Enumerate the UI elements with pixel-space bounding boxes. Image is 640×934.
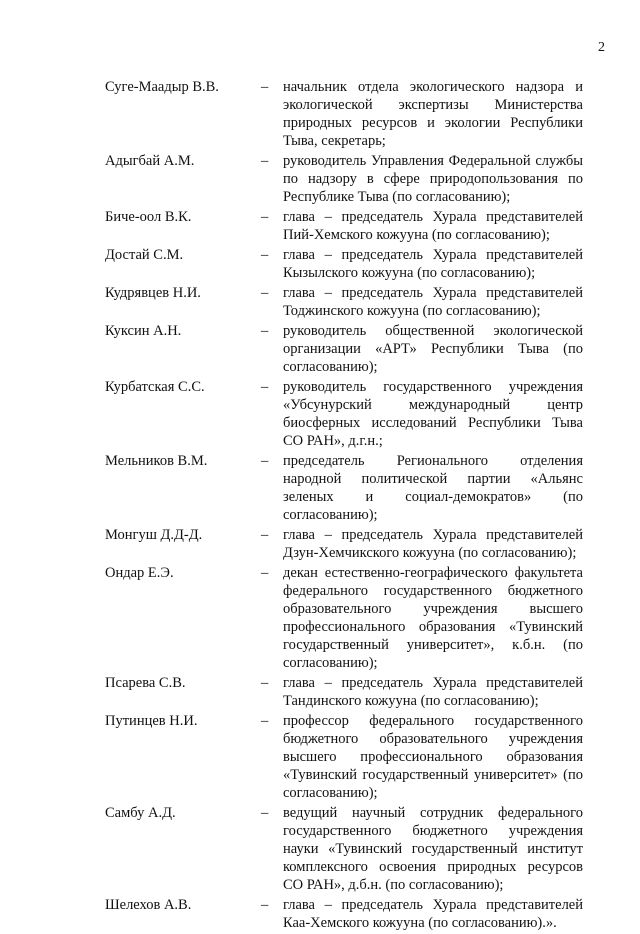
member-dash: – — [261, 323, 269, 339]
member-description: глава – председатель Хурала представителей Дзун-Хемчикского кожууна (по согласованию); — [283, 527, 583, 561]
member-row — [0, 674, 640, 710]
member-description: ведущий научный сотрудник федерального государственного бюджетного учреждения науки «Тувинский государственный институт комплексного освоения природных ресурсов СО РАН», д.б.н. (по согласованию); — [283, 805, 583, 893]
member-description: руководитель государственного учреждения «Убсунурский международный центр биосферных исследований Республики Тыва СО РАН», д.г.н.; — [283, 379, 583, 449]
member-dash: – — [261, 379, 269, 395]
member-name: Псарева С.В. — [105, 675, 186, 691]
member-dash: – — [261, 209, 269, 225]
member-name: Куксин А.Н. — [105, 323, 182, 339]
member-row — [0, 712, 640, 802]
member-description: глава – председатель Хурала представителей Каа-Хемского кожууна (по согласованию).». — [283, 897, 583, 931]
member-dash: – — [261, 713, 269, 729]
member-description: глава – председатель Хурала представителей Кызылского кожууна (по согласованию); — [283, 247, 583, 281]
member-description: глава – председатель Хурала представителей Тоджинского кожууна (по согласованию); — [283, 285, 583, 319]
member-name: Биче-оол В.К. — [105, 209, 192, 225]
member-description: председатель Регионального отделения народной политической партии «Альянс зеленых и социал-демократов» (по согласованию); — [283, 453, 583, 523]
member-row — [0, 896, 640, 932]
member-name: Адыгбай А.М. — [105, 153, 195, 169]
member-name: Мельников В.М. — [105, 453, 208, 469]
member-name: Суге-Маадыр В.В. — [105, 79, 219, 95]
member-name: Шелехов А.В. — [105, 897, 192, 913]
member-description: руководитель общественной экологической организации «АРТ» Республики Тыва (по согласованию); — [283, 323, 583, 375]
member-description: начальник отдела экологического надзора и экологической экспертизы Министерства природных ресурсов и экологии Республики Тыва, секретарь; — [283, 79, 583, 149]
member-description: глава – председатель Хурала представителей Пий-Хемского кожууна (по согласованию); — [283, 209, 583, 243]
member-dash: – — [261, 79, 269, 95]
member-row — [0, 78, 640, 150]
member-row — [0, 804, 640, 894]
member-row — [0, 378, 640, 450]
member-row — [0, 564, 640, 672]
members-list — [0, 78, 640, 934]
member-dash: – — [261, 247, 269, 263]
member-name: Путинцев Н.И. — [105, 713, 198, 729]
member-description: глава – председатель Хурала представителей Тандинского кожууна (по согласованию); — [283, 675, 583, 709]
member-dash: – — [261, 453, 269, 469]
member-row — [0, 452, 640, 524]
member-dash: – — [261, 805, 269, 821]
member-description: профессор федерального государственного бюджетного образовательного учреждения высшего профессионального образования «Тувинский государственный университет» (по согласованию); — [283, 713, 583, 801]
member-name: Ондар Е.Э. — [105, 565, 174, 581]
member-name: Монгуш Д.Д-Д. — [105, 527, 203, 543]
member-dash: – — [261, 897, 269, 913]
member-dash: – — [261, 153, 269, 169]
member-name: Кудрявцев Н.И. — [105, 285, 201, 301]
member-row — [0, 208, 640, 244]
member-dash: – — [261, 675, 269, 691]
member-description: декан естественно-географического факультета федерального государственного бюджетного образовательного учреждения высшего профессионального образования «Тувинский государственный университет», к.б.н. (по согласованию); — [283, 565, 583, 671]
member-dash: – — [261, 527, 269, 543]
member-row — [0, 526, 640, 562]
member-dash: – — [261, 285, 269, 301]
member-name: Самбу А.Д. — [105, 805, 176, 821]
member-row — [0, 322, 640, 376]
member-row — [0, 284, 640, 320]
member-row — [0, 246, 640, 282]
member-row — [0, 152, 640, 206]
member-name: Достай С.М. — [105, 247, 184, 263]
member-dash: – — [261, 565, 269, 581]
page-number: 2 — [598, 40, 605, 55]
member-description: руководитель Управления Федеральной службы по надзору в сфере природопользования по Республике Тыва (по согласованию); — [283, 153, 583, 205]
member-name: Курбатская С.С. — [105, 379, 205, 395]
